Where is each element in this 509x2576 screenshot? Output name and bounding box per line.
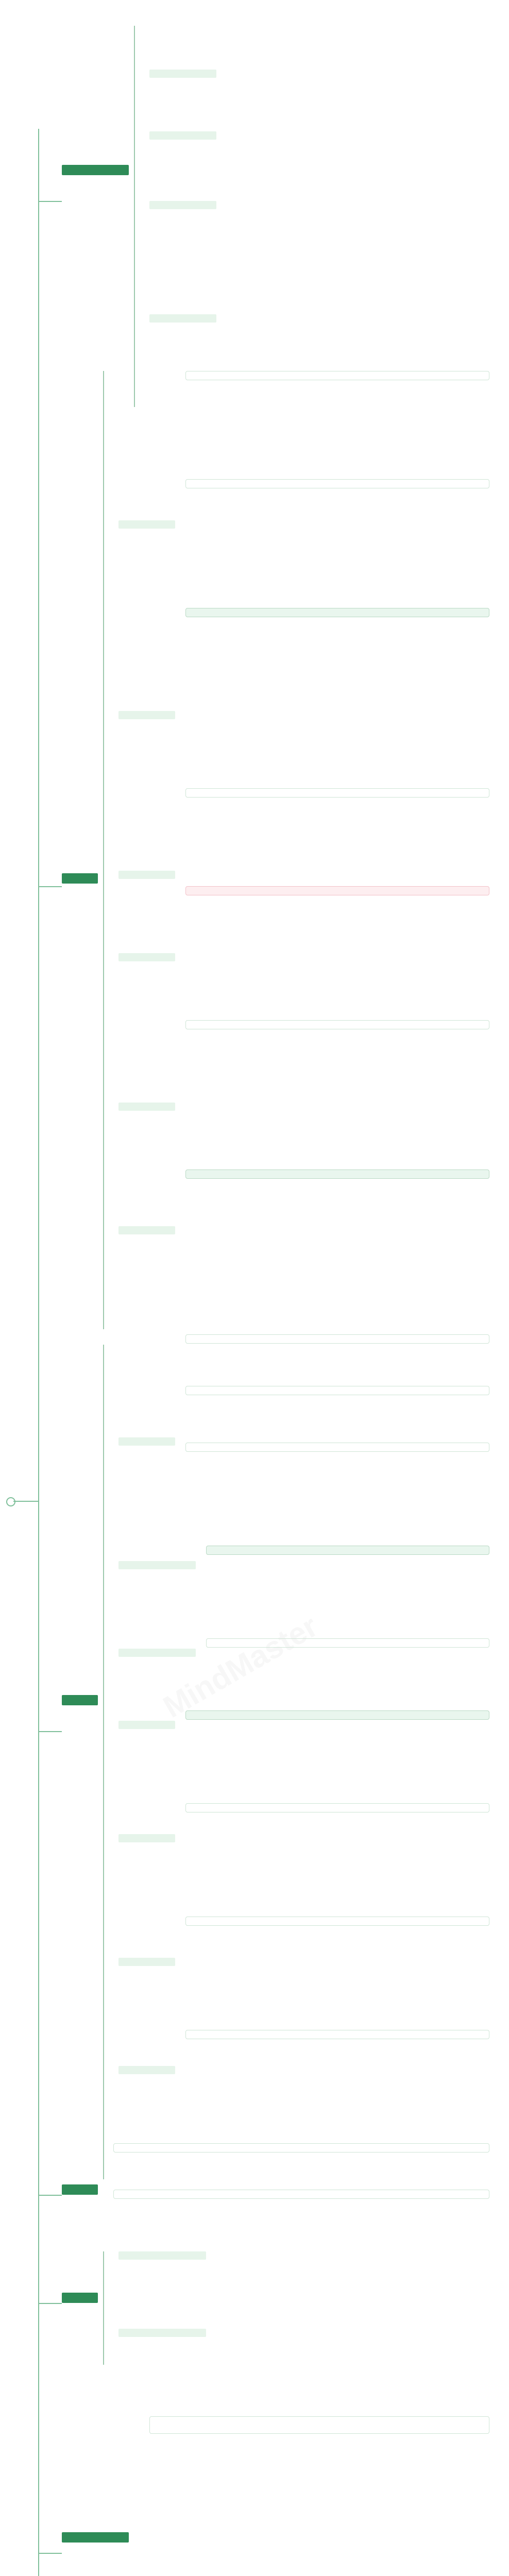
note5-r2-label[interactable] xyxy=(118,2329,206,2337)
section-3-title[interactable] xyxy=(62,2532,129,2543)
note4-sum-of-years xyxy=(113,2190,489,2199)
branch-note4 xyxy=(39,2195,62,2196)
branch-s3 xyxy=(39,2553,62,2554)
note2-all-industries[interactable] xyxy=(118,520,175,529)
note3-hitech[interactable] xyxy=(118,2066,175,2074)
note2-hainan-text xyxy=(185,1020,489,1029)
branch-note2 xyxy=(39,886,62,887)
note3-label[interactable] xyxy=(62,1695,98,1705)
note2-hainan[interactable] xyxy=(118,1103,175,1111)
section-2-title[interactable] xyxy=(62,165,129,175)
note3-epidemic-text xyxy=(206,1638,489,1648)
note3-sme-text xyxy=(185,1917,489,1926)
s2-residual[interactable] xyxy=(149,131,216,140)
s3-table xyxy=(149,2416,489,2434)
note2-four-fields[interactable] xyxy=(118,871,175,879)
note2-manufacturing[interactable] xyxy=(118,953,175,961)
note3-all-c xyxy=(185,1443,489,1452)
branch-note3 xyxy=(39,1731,62,1732)
note3-hainan[interactable] xyxy=(118,1721,175,1729)
note3-epidemic[interactable] xyxy=(118,1649,196,1657)
root-node xyxy=(6,1497,15,1506)
note2-connector xyxy=(103,371,104,1329)
note3-all-industries[interactable] xyxy=(118,1437,175,1446)
watermark: MindMaster xyxy=(157,1608,324,1724)
note4-label[interactable] xyxy=(62,2184,98,2195)
note3-manufacturing[interactable] xyxy=(118,1561,196,1569)
main-spine xyxy=(38,129,39,2576)
note2-hengqin-text xyxy=(185,1170,489,1179)
note3-all-b xyxy=(185,1386,489,1395)
note2-six-industries[interactable] xyxy=(118,711,175,719)
s2-accelerated[interactable] xyxy=(149,201,216,209)
root-connector xyxy=(13,1501,39,1502)
branch-note5 xyxy=(39,2303,62,2304)
note5-r1-label[interactable] xyxy=(118,2251,206,2260)
s2-other-rule[interactable] xyxy=(149,314,216,323)
note2-all-b xyxy=(185,479,489,488)
note2-all-a xyxy=(185,371,489,380)
note2-manufacturing-text xyxy=(185,886,489,895)
note3-all-a xyxy=(185,1334,489,1344)
note3-hitech-text xyxy=(185,2030,489,2039)
note3-hengqin[interactable] xyxy=(118,1834,175,1842)
note5-connector xyxy=(103,2251,104,2365)
note2-label[interactable] xyxy=(62,873,98,884)
note5-label[interactable] xyxy=(62,2293,98,2303)
note2-six-text xyxy=(185,608,489,617)
note2-hengqin[interactable] xyxy=(118,1226,175,1234)
note3-hainan-text xyxy=(185,1710,489,1720)
note4-double-declining xyxy=(113,2143,489,2153)
note3-manufacturing-text xyxy=(206,1546,489,1555)
note3-sme[interactable] xyxy=(118,1958,175,1966)
note3-connector xyxy=(103,1345,104,2179)
branch-s2 xyxy=(39,201,62,202)
note2-four-text xyxy=(185,788,489,798)
s2-time-limit[interactable] xyxy=(149,70,216,78)
s2-connector xyxy=(134,26,135,407)
note3-hengqin-text xyxy=(185,1803,489,1812)
